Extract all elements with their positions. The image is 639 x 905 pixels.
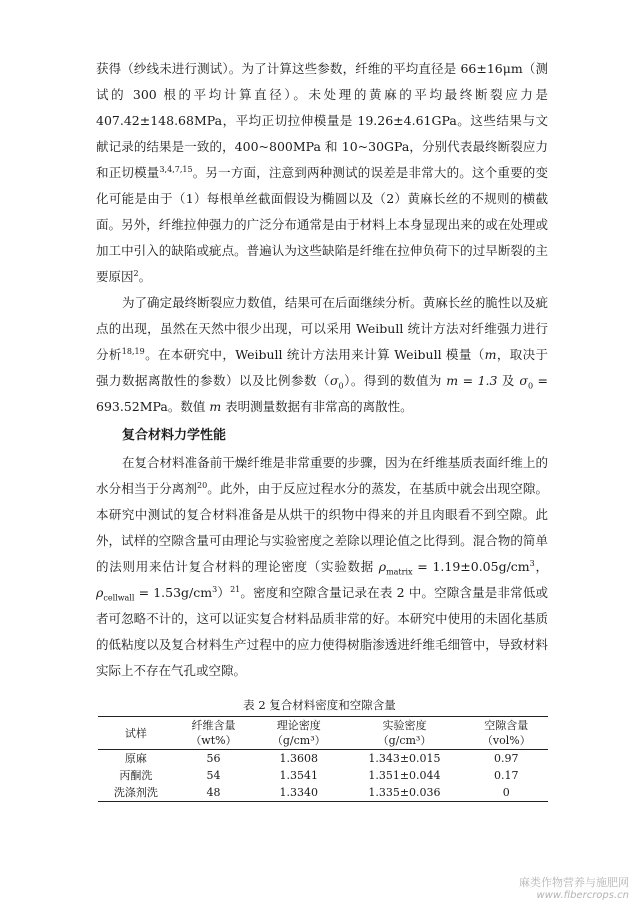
paragraph3-text-c: 。密度和空隙含量记录在表 2 中。空隙含量是非常低或者可忽略不计的，这可以证实复合材料品质非常的好。本研究中使用的未固化基质的低粘度以及复合材料生产过程中的应力使得树脂渗透进纤维毛细管中，导致材料实际上不存在气孔或空隙。 bbox=[96, 585, 548, 678]
density-symbol: ρ bbox=[378, 559, 387, 574]
table-cell: 原麻 bbox=[124, 752, 147, 765]
paragraph1-text-a: 获得（纱线未进行测试）。为了计算这些参数，纤维的平均直径是 66±16μm（测试的 300 根的平均计算直径）。未处理的黄麻的平均最终断裂应力是 407.42±148.68MPa，平均正切拉伸模量是 19.26±4.61GPa。这些结果与文献记录的结果是一致的，400~800MPa 和 10~30GPa，分别代表最终断裂应力和正切模量 bbox=[96, 61, 548, 180]
table-cell: 1.351±0.044 bbox=[368, 769, 441, 782]
table-header-row bbox=[98, 717, 548, 750]
paragraph2-text-e: 及 bbox=[497, 373, 520, 388]
citation-ref: 20 bbox=[196, 480, 208, 490]
subscript: 0 bbox=[338, 381, 344, 391]
subscript: 0 bbox=[527, 381, 534, 391]
paragraph2-text-a: 为了确定最终断裂应力数值，结果可在后面继续分析。黄麻长丝的脆性以及疵点的出现，虽然在天然中很少出现，可以采用 Weibull 统计方法对纤维强力进行分析 bbox=[96, 295, 548, 362]
table-cell: 1.3541 bbox=[279, 769, 318, 782]
scale-parameter-value: = 693.52MPa bbox=[96, 373, 548, 414]
citation-ref: 3,4,7,15 bbox=[159, 164, 193, 174]
table-header-cell: 理论密度 （g/cm³） bbox=[253, 717, 344, 750]
watermark-url: www.fibercrops.cn bbox=[536, 890, 629, 901]
paragraph2-text-d: ）。得到的数值为 bbox=[343, 373, 447, 388]
table-cell: 1.335±0.036 bbox=[344, 784, 464, 802]
paragraph-composite-density: 在复合材料准备前干燥纤维是非常重要的步骤，因为在纤维基质表面纤维上的水分相当于分离剂$^{20}$。此外，由于反应过程水分的蒸发，在基质中就会出现空隙。本研究中测试的复合材料准备是从烘干的织物中得来的并且肉眼看不到空隙。此外，试样的空隙含量可由理论与实验密度之差除以理论值之比得到。混合物的简单的法则用来估计复合材料的理论密度（实验数据 $\rho_{matrix} = 1.19\pm 0.05g/cm^3$，$\rho_{cellwall} = 1.53g/cm^3)^{21}$。密度和空隙含量记录在表 2 中。空隙含量是非常低或者可忽略不计的，这可以证实复合材料品质非常的好。本研究中使用的未固化基质的低粘度以及复合材料生产过程中的应力使得树脂渗透进纤维毛细管中，导致材料实际上不存在气孔或空隙。 bbox=[96, 455, 548, 678]
table-header-cell: 试样 bbox=[98, 717, 174, 750]
paragraph3-text-b: 。此外，由于反应过程水分的蒸发，在基质中就会出现空隙。本研究中测试的复合材料准备是从烘干的织物中得来的并且肉眼看不到空隙。此外，试样的空隙含量可由理论与实验密度之差除以理论值之比得到。混合物的简单的法则用来估计复合材料的理论密度（实验数据 bbox=[96, 481, 548, 574]
subscript: matrix bbox=[386, 567, 413, 577]
scale-parameter-symbol: σ bbox=[329, 373, 339, 388]
citation-ref: 2 bbox=[133, 268, 139, 278]
site-watermark bbox=[519, 874, 629, 901]
superscript: 3 bbox=[529, 558, 535, 568]
paragraph2-text-c: ，取决于强力数据离散性的参数）以及比例参数（ bbox=[96, 347, 548, 388]
paragraph1-text-c: 。 bbox=[138, 269, 152, 284]
citation-ref: 21 bbox=[230, 584, 241, 594]
citation-ref: 18,19 bbox=[121, 346, 145, 356]
table-header-cell: 空隙含量 （vol%） bbox=[465, 717, 548, 750]
table-cell: 48 bbox=[174, 784, 253, 802]
weibull-modulus-symbol: m bbox=[484, 347, 497, 362]
weibull-modulus-value: m = 1.3 bbox=[446, 373, 498, 388]
watermark-title: 麻类作物营养与施肥网 bbox=[519, 876, 629, 889]
paragraph2-text-f: 。数值 bbox=[167, 399, 210, 414]
table-cell: 1.3340 bbox=[253, 784, 344, 802]
table-header-cell: 纤维含量 （wt%） bbox=[174, 717, 253, 750]
table-cell: 洗涤剂洗 bbox=[98, 784, 174, 802]
table-cell: 56 bbox=[206, 752, 221, 765]
table-cell: 丙酮洗 bbox=[119, 769, 153, 782]
section-heading: 复合材料力学性能 bbox=[122, 428, 227, 443]
table-cell: 0 bbox=[465, 784, 548, 802]
table-cell: 1.343±0.015 bbox=[368, 752, 441, 765]
table-header-cell: 实验密度 （g/cm³） bbox=[344, 717, 464, 750]
density-symbol: ρ bbox=[96, 585, 104, 600]
paragraph1-text-b: 。另一方面，注意到两种测试的误差是非常大的。这个重要的变化可能是由于（1）每根单丝截面假设为椭圆以及（2）黄麻长丝的不规则的横截面。另外，纤维拉伸强力的广泛分布通常是由于材料上本身显现出来的或在处理或加工中引入的缺陷或疵点。普遍认为这些缺陷是纤维在拉伸负荷下的过早断裂的主要原因 bbox=[96, 165, 548, 284]
density-void-table bbox=[98, 716, 548, 802]
weibull-modulus-symbol: m bbox=[209, 399, 222, 414]
superscript: 3 bbox=[212, 584, 218, 594]
table-cell: 0.97 bbox=[494, 752, 519, 765]
cellwall-density-value: = 1.53g/cm bbox=[134, 585, 213, 600]
table-cell: 54 bbox=[206, 769, 221, 782]
paragraph3-text-a: 在复合材料准备前干燥纤维是非常重要的步骤，因为在纤维基质表面纤维上的水分相当于分离剂 bbox=[96, 455, 548, 496]
matrix-density-value: = 1.19±0.05g/cm bbox=[412, 559, 530, 574]
paragraph-weibull-analysis bbox=[96, 290, 548, 420]
paragraph2-text-b: 。在本研究中，Weibull 统计方法用来计算 Weibull 模量（ bbox=[144, 347, 485, 362]
table-caption: 表 2 复合材料密度和空隙含量 bbox=[243, 698, 396, 712]
table-cell: 0.17 bbox=[494, 769, 519, 782]
table-row bbox=[98, 784, 548, 802]
scale-parameter-symbol: σ bbox=[519, 373, 528, 388]
paragraph-fiber-tensile-results bbox=[96, 56, 548, 290]
table-row bbox=[98, 767, 548, 784]
table-cell: 1.3608 bbox=[279, 752, 318, 765]
paragraph2-text-g: 表明测量数据有非常高的离散性。 bbox=[221, 399, 413, 414]
subscript: cellwall bbox=[103, 593, 135, 603]
table-row bbox=[98, 750, 548, 768]
